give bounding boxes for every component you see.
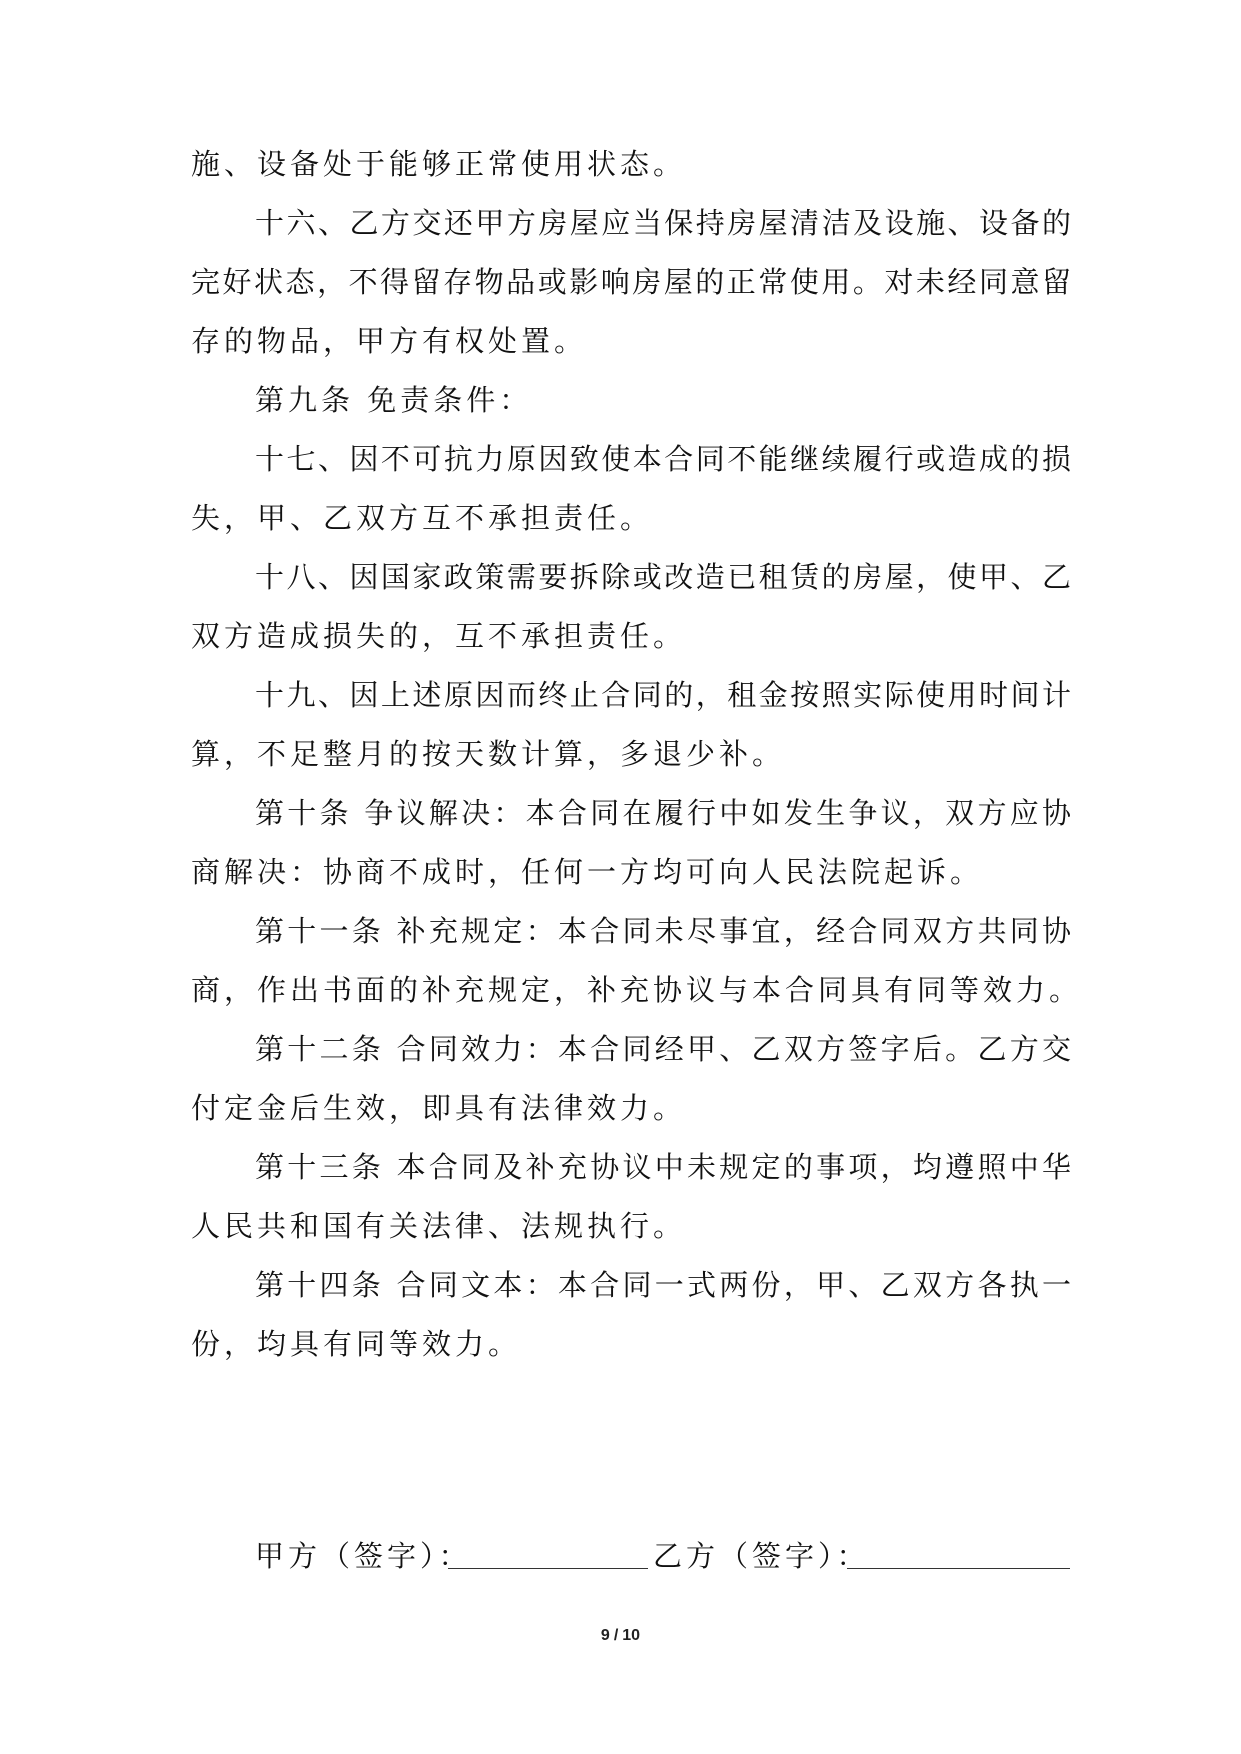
page-separator: / xyxy=(613,1627,619,1644)
page-number xyxy=(0,1626,1241,1646)
paragraph-line: 第十二条 合同效力：本合同经甲、乙双方签字后。乙方交 xyxy=(255,1032,1071,1066)
party-a-signature-line xyxy=(448,1568,648,1569)
paragraph-line: 十九、因上述原因而终止合同的，租金按照实际使用时间计 xyxy=(255,678,1071,712)
current-page: 9 xyxy=(600,1627,610,1644)
paragraph-line: 第十四条 合同文本：本合同一式两份，甲、乙双方各执一 xyxy=(255,1268,1071,1302)
paragraph-line: 商，作出书面的补充规定，补充协议与本合同具有同等效力。 xyxy=(191,973,1083,1007)
paragraph-line: 商解决：协商不成时，任何一方均可向人民法院起诉。 xyxy=(191,855,984,889)
section-heading: 第九条 免责条件： xyxy=(255,383,533,417)
paragraph-line: 双方造成损失的，互不承担责任。 xyxy=(191,619,687,653)
paragraph-line: 第十三条 本合同及补充协议中未规定的事项，均遵照中华 xyxy=(255,1150,1071,1184)
party-b-signature-label: 乙方（签字）： xyxy=(653,1539,870,1573)
party-a-signature-label: 甲方（签字）： xyxy=(255,1539,472,1573)
paragraph-line: 十七、因不可抗力原因致使本合同不能继续履行或造成的损 xyxy=(255,442,1071,476)
paragraph-line: 存的物品，甲方有权处置。 xyxy=(191,324,588,358)
paragraph-line: 十六、乙方交还甲方房屋应当保持房屋清洁及设施、设备的 xyxy=(255,206,1071,240)
paragraph-line: 算，不足整月的按天数计算，多退少补。 xyxy=(191,737,786,771)
paragraph-line: 份，均具有同等效力。 xyxy=(191,1327,522,1361)
paragraph-line: 第十一条 补充规定：本合同未尽事宜，经合同双方共同协 xyxy=(255,914,1071,948)
paragraph-line: 失，甲、乙双方互不承担责任。 xyxy=(191,501,654,535)
paragraph-line: 完好状态，不得留存物品或影响房屋的正常使用。对未经同意留 xyxy=(191,265,1071,299)
party-b-signature-line xyxy=(847,1568,1070,1569)
total-pages: 10 xyxy=(622,1627,641,1644)
paragraph-line: 施、设备处于能够正常使用状态。 xyxy=(191,147,687,181)
paragraph-line: 第十条 争议解决：本合同在履行中如发生争议，双方应协 xyxy=(255,796,1071,830)
signature-row xyxy=(255,1536,1075,1576)
paragraph-line: 人民共和国有关法律、法规执行。 xyxy=(191,1209,687,1243)
paragraph-line: 付定金后生效，即具有法律效力。 xyxy=(191,1091,687,1125)
paragraph-line: 十八、因国家政策需要拆除或改造已租赁的房屋，使甲、乙 xyxy=(255,560,1071,594)
